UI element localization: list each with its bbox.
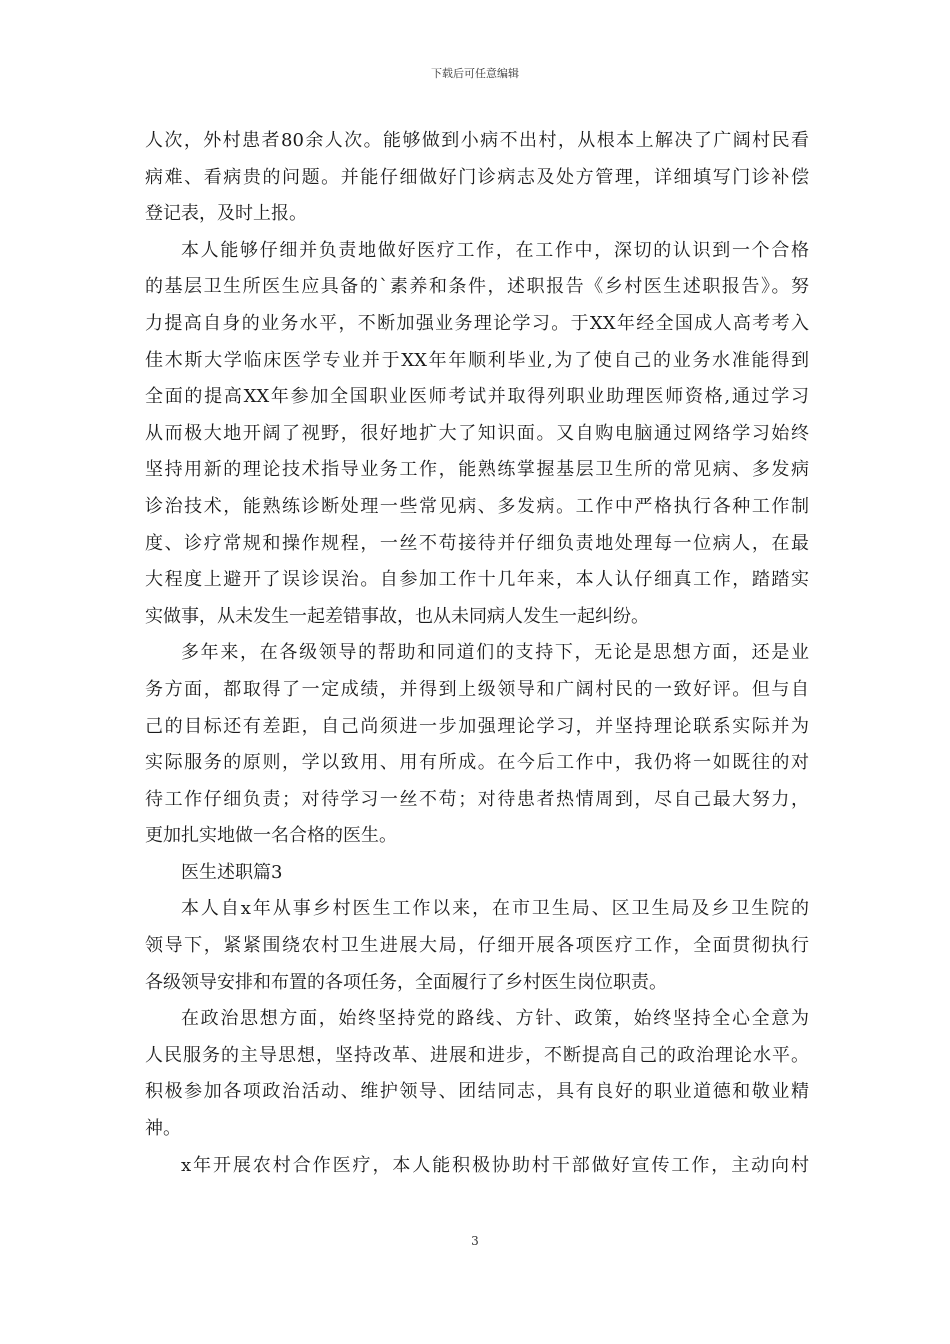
text-line: 病难、看病贵的问题。并能仔细做好门诊病志及处方管理，详细填写门诊补偿 [145,166,809,188]
text-line: 神。 [145,1118,181,1140]
paragraph-first-line: 本人能够仔细并负责地做好医疗工作，在工作中，深切的认识到一个合格 [181,239,809,261]
text-line: 人民服务的主导思想，坚持改革、进展和进步，不断提高自己的政治理论水平。 [145,1044,809,1066]
text-line: 度、诊疗常规和操作规程，一丝不苟接待并仔细负责地处理每一位病人，在最 [145,532,809,554]
paragraph-first-line: x年开展农村合作医疗，本人能积极协助村干部做好宣传工作，主动向村 [181,1154,809,1176]
text-line: 更加扎实地做一名合格的医生。 [145,825,397,847]
document-body [145,123,809,1184]
text-line: 登记表，及时上报。 [145,203,307,225]
text-line: 实做事，从未发生一起差错事故，也从未同病人发生一起纠纷。 [145,605,649,627]
text-line: 力提高自身的业务水平，不断加强业务理论学习。于XX年经全国成人高考考入 [145,312,809,334]
text-line: 各级领导安排和布置的各项任务，全面履行了乡村医生岗位职责。 [145,971,667,993]
section-heading: 医生述职篇3 [181,861,283,883]
page-header: 下载后可任意编辑 [431,67,519,80]
text-line: 己的目标还有差距，自己尚须进一步加强理论学习，并坚持理论联系实际并为 [145,715,809,737]
paragraph-first-line: 多年来，在各级领导的帮助和同道们的支持下，无论是思想方面，还是业 [181,642,809,664]
text-line: 的基层卫生所医生应具备的`素养和条件，述职报告《乡村医生述职报告》。努 [145,276,809,298]
text-line: 领导下，紧紧围绕农村卫生进展大局，仔细开展各项医疗工作，全面贯彻执行 [145,935,809,957]
text-line: 积极参加各项政治活动、维护领导、团结同志，具有良好的职业道德和敬业精 [145,1081,809,1103]
text-line: 务方面，都取得了一定成绩，并得到上级领导和广阔村民的一致好评。但与自 [145,678,809,700]
text-line: 待工作仔细负责；对待学习一丝不苟；对待患者热情周到，尽自己最大努力， [145,788,809,810]
page-number: 3 [471,1234,479,1248]
text-line: 全面的提高XX年参加全国职业医师考试并取得列职业助理医师资格,通过学习 [145,386,809,408]
text-line: 从而极大地开阔了视野，很好地扩大了知识面。又自购电脑通过网络学习始终 [145,422,809,444]
text-line: 佳木斯大学临床医学专业并于XX年年顺利毕业,为了使自己的业务水准能得到 [145,349,809,371]
text-line: 人次，外村患者80余人次。能够做到小病不出村，从根本上解决了广阔村民看 [145,130,809,151]
text-line: 坚持用新的理论技术指导业务工作，能熟练掌握基层卫生所的常见病、多发病 [145,459,809,481]
paragraph-first-line: 在政治思想方面，始终坚持党的路线、方针、政策，始终坚持全心全意为 [181,1008,809,1030]
text-line: 大程度上避开了误诊误治。自参加工作十几年来，本人认仔细真工作，踏踏实 [145,569,809,591]
text-line: 实际服务的原则，学以致用、用有所成。在今后工作中，我仍将一如既往的对 [145,752,809,774]
paragraph-first-line: 本人自x年从事乡村医生工作以来，在市卫生局、区卫生局及乡卫生院的 [181,898,809,920]
text-line: 诊治技术，能熟练诊断处理一些常见病、多发病。工作中严格执行各种工作制 [145,495,809,517]
